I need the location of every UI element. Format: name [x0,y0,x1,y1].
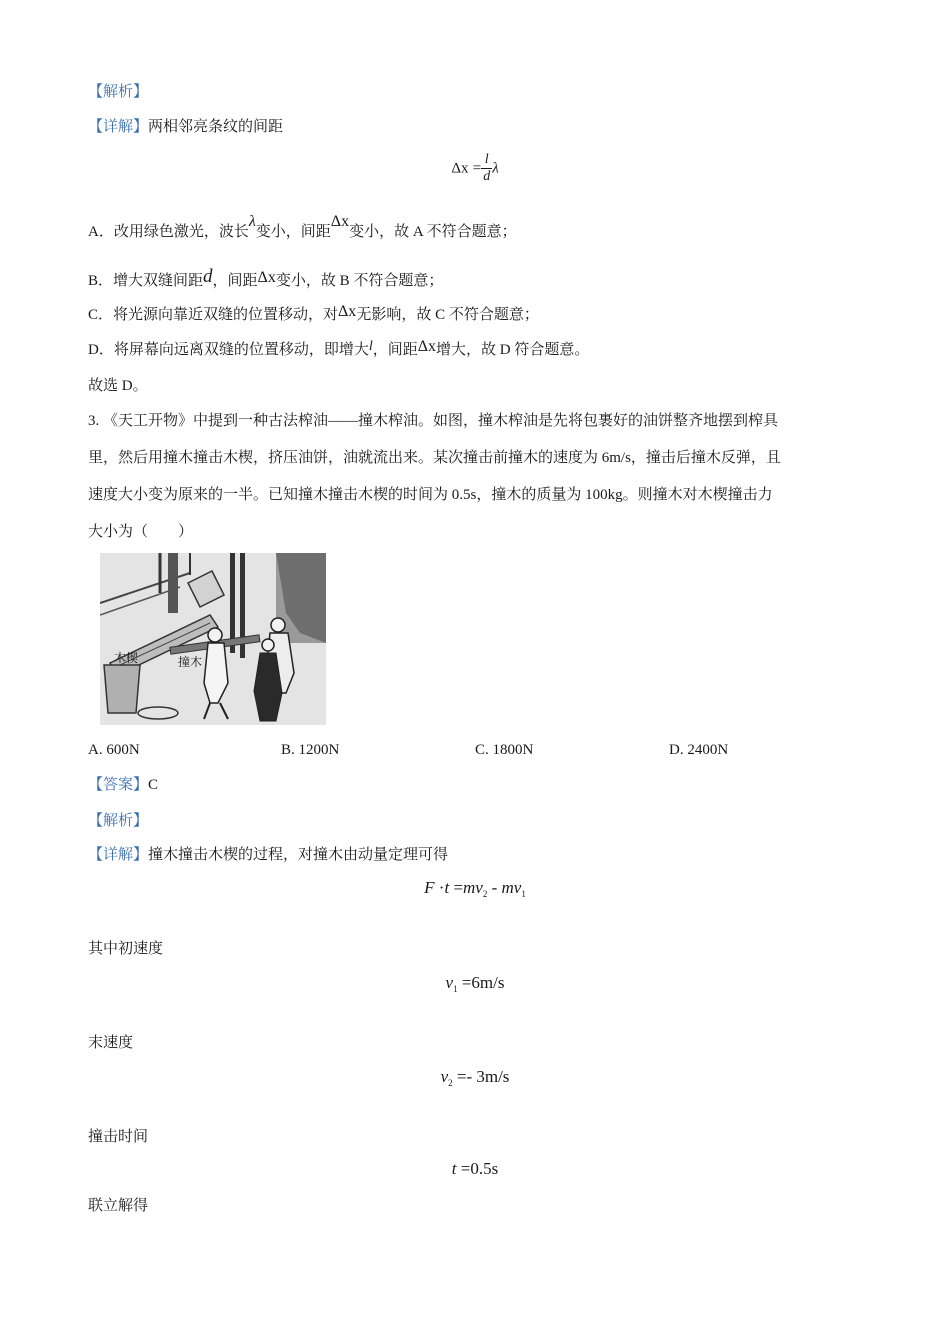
subscript: 1 [521,889,526,899]
mv-term: mv [463,878,483,897]
analysis-header-2: 【解析】 [88,813,149,829]
subscript: 2 [482,889,488,899]
oil-press-illustration [100,553,326,725]
mv-term: mv [501,878,522,897]
value: 6m/s [471,973,505,992]
detail-label: 【详解】 [88,119,149,135]
ram-label: 撞木 [178,655,203,669]
d-symbol: d [203,266,213,287]
final-velocity-label: 末速度 [88,1035,134,1051]
v-symbol: v [440,1067,449,1086]
delta-x-symbol: Δx [338,303,357,320]
subscript: 2 [448,1078,453,1088]
answer-value: C [148,777,159,793]
impact-time-label: 撞击时间 [88,1129,149,1145]
analysis-header: 【解析】 [88,84,149,100]
text: 变小，间距 [255,224,331,240]
fraction-denominator: d [483,169,491,184]
detail-text-2: 撞木撞击木楔的过程，对撞木由动量定理可得 [148,847,449,863]
impact-time-formula [0,1158,950,1180]
fringe-spacing-formula [0,152,950,185]
answer-line [88,775,158,795]
value: 0.5s [470,1159,499,1178]
question-line-3: 速度大小变为原来的一半。已知撞木撞击木楔的时间为 0.5s，撞木的质量为 100kg。则撞木对木楔撞击力 [88,487,773,503]
oil-press-drawing [100,553,326,725]
force-symbol: F [424,878,435,897]
text: C．将光源向靠近双缝的位置移动，对 [88,307,339,323]
answer-label: 【答案】 [88,777,149,793]
option-d-analysis [88,340,589,361]
delta-x-symbol: Δx [417,338,437,355]
text: 增大，故 D 符合题意。 [436,342,590,358]
detail-paragraph [88,117,283,137]
minus-symbol: - [487,878,502,897]
formula-lhs: Δx [451,160,469,177]
text: A．改用绿色激光，波长 [88,224,249,240]
time-symbol: t [444,878,450,897]
formula-fraction [481,152,492,185]
dot-symbol: · [438,878,445,897]
initial-velocity-label: 其中初速度 [88,941,164,957]
l-symbol: l [368,339,373,354]
option-a-analysis [88,213,517,242]
text: ，间距 [372,342,418,358]
solve-label: 联立解得 [88,1198,149,1214]
fraction-numerator: l [481,152,492,169]
detail-label-2: 【详解】 [88,847,149,863]
eq-symbol: = [456,1067,467,1086]
text: 无影响，故 C 不符合题意； [356,307,539,323]
text: ，间距 [212,273,258,289]
question-line-1: 3. 《天工开物》中提到一种古法榨油——撞木榨油。如图，撞木榨油是先将包裹好的油饼整齐地摆到榨具 [88,413,779,429]
eq-symbol: = [453,878,464,897]
delta-x-symbol: Δx [330,213,350,230]
formula-lambda: λ [492,160,499,177]
detail-text: 两相邻亮条纹的间距 [148,119,284,135]
text: B．增大双缝间距 [88,273,204,289]
option-b: B. 1200N [281,742,340,758]
text: 变小，故 B 不符合题意； [275,273,444,289]
question-line-4: 大小为（ ） [88,524,194,540]
delta-x-symbol: Δx [257,269,276,286]
initial-velocity-formula [0,972,950,1000]
v-symbol: v [445,973,454,992]
option-a: A. 600N [88,742,140,758]
final-velocity-formula [0,1066,950,1094]
text: D．将屏幕向远离双缝的位置移动，即增大 [88,342,369,358]
formula-eq: = [472,160,482,177]
wedge-label: 木楔 [114,651,139,665]
question-line-2: 里，然后用撞木撞击木楔，挤压油饼，油就流出来。某次撞击前撞木的速度为 6m/s，撞击后撞木反弹，且 [88,450,781,466]
option-c-analysis [88,305,539,325]
text: 变小，故 A 不符合题意； [349,224,517,240]
momentum-theorem-formula [0,877,950,905]
option-b-analysis [88,266,444,291]
eq-symbol: = [460,1159,471,1178]
lambda-symbol: λ [248,213,256,230]
subscript: 1 [453,984,458,994]
option-d: D. 2400N [669,742,729,758]
eq-symbol: = [461,973,472,992]
choice-line: 故选 D。 [88,378,148,394]
t-symbol: t [451,1159,457,1178]
detail-paragraph-2 [88,845,448,865]
option-c: C. 1800N [475,742,534,758]
value: - 3m/s [466,1067,510,1086]
